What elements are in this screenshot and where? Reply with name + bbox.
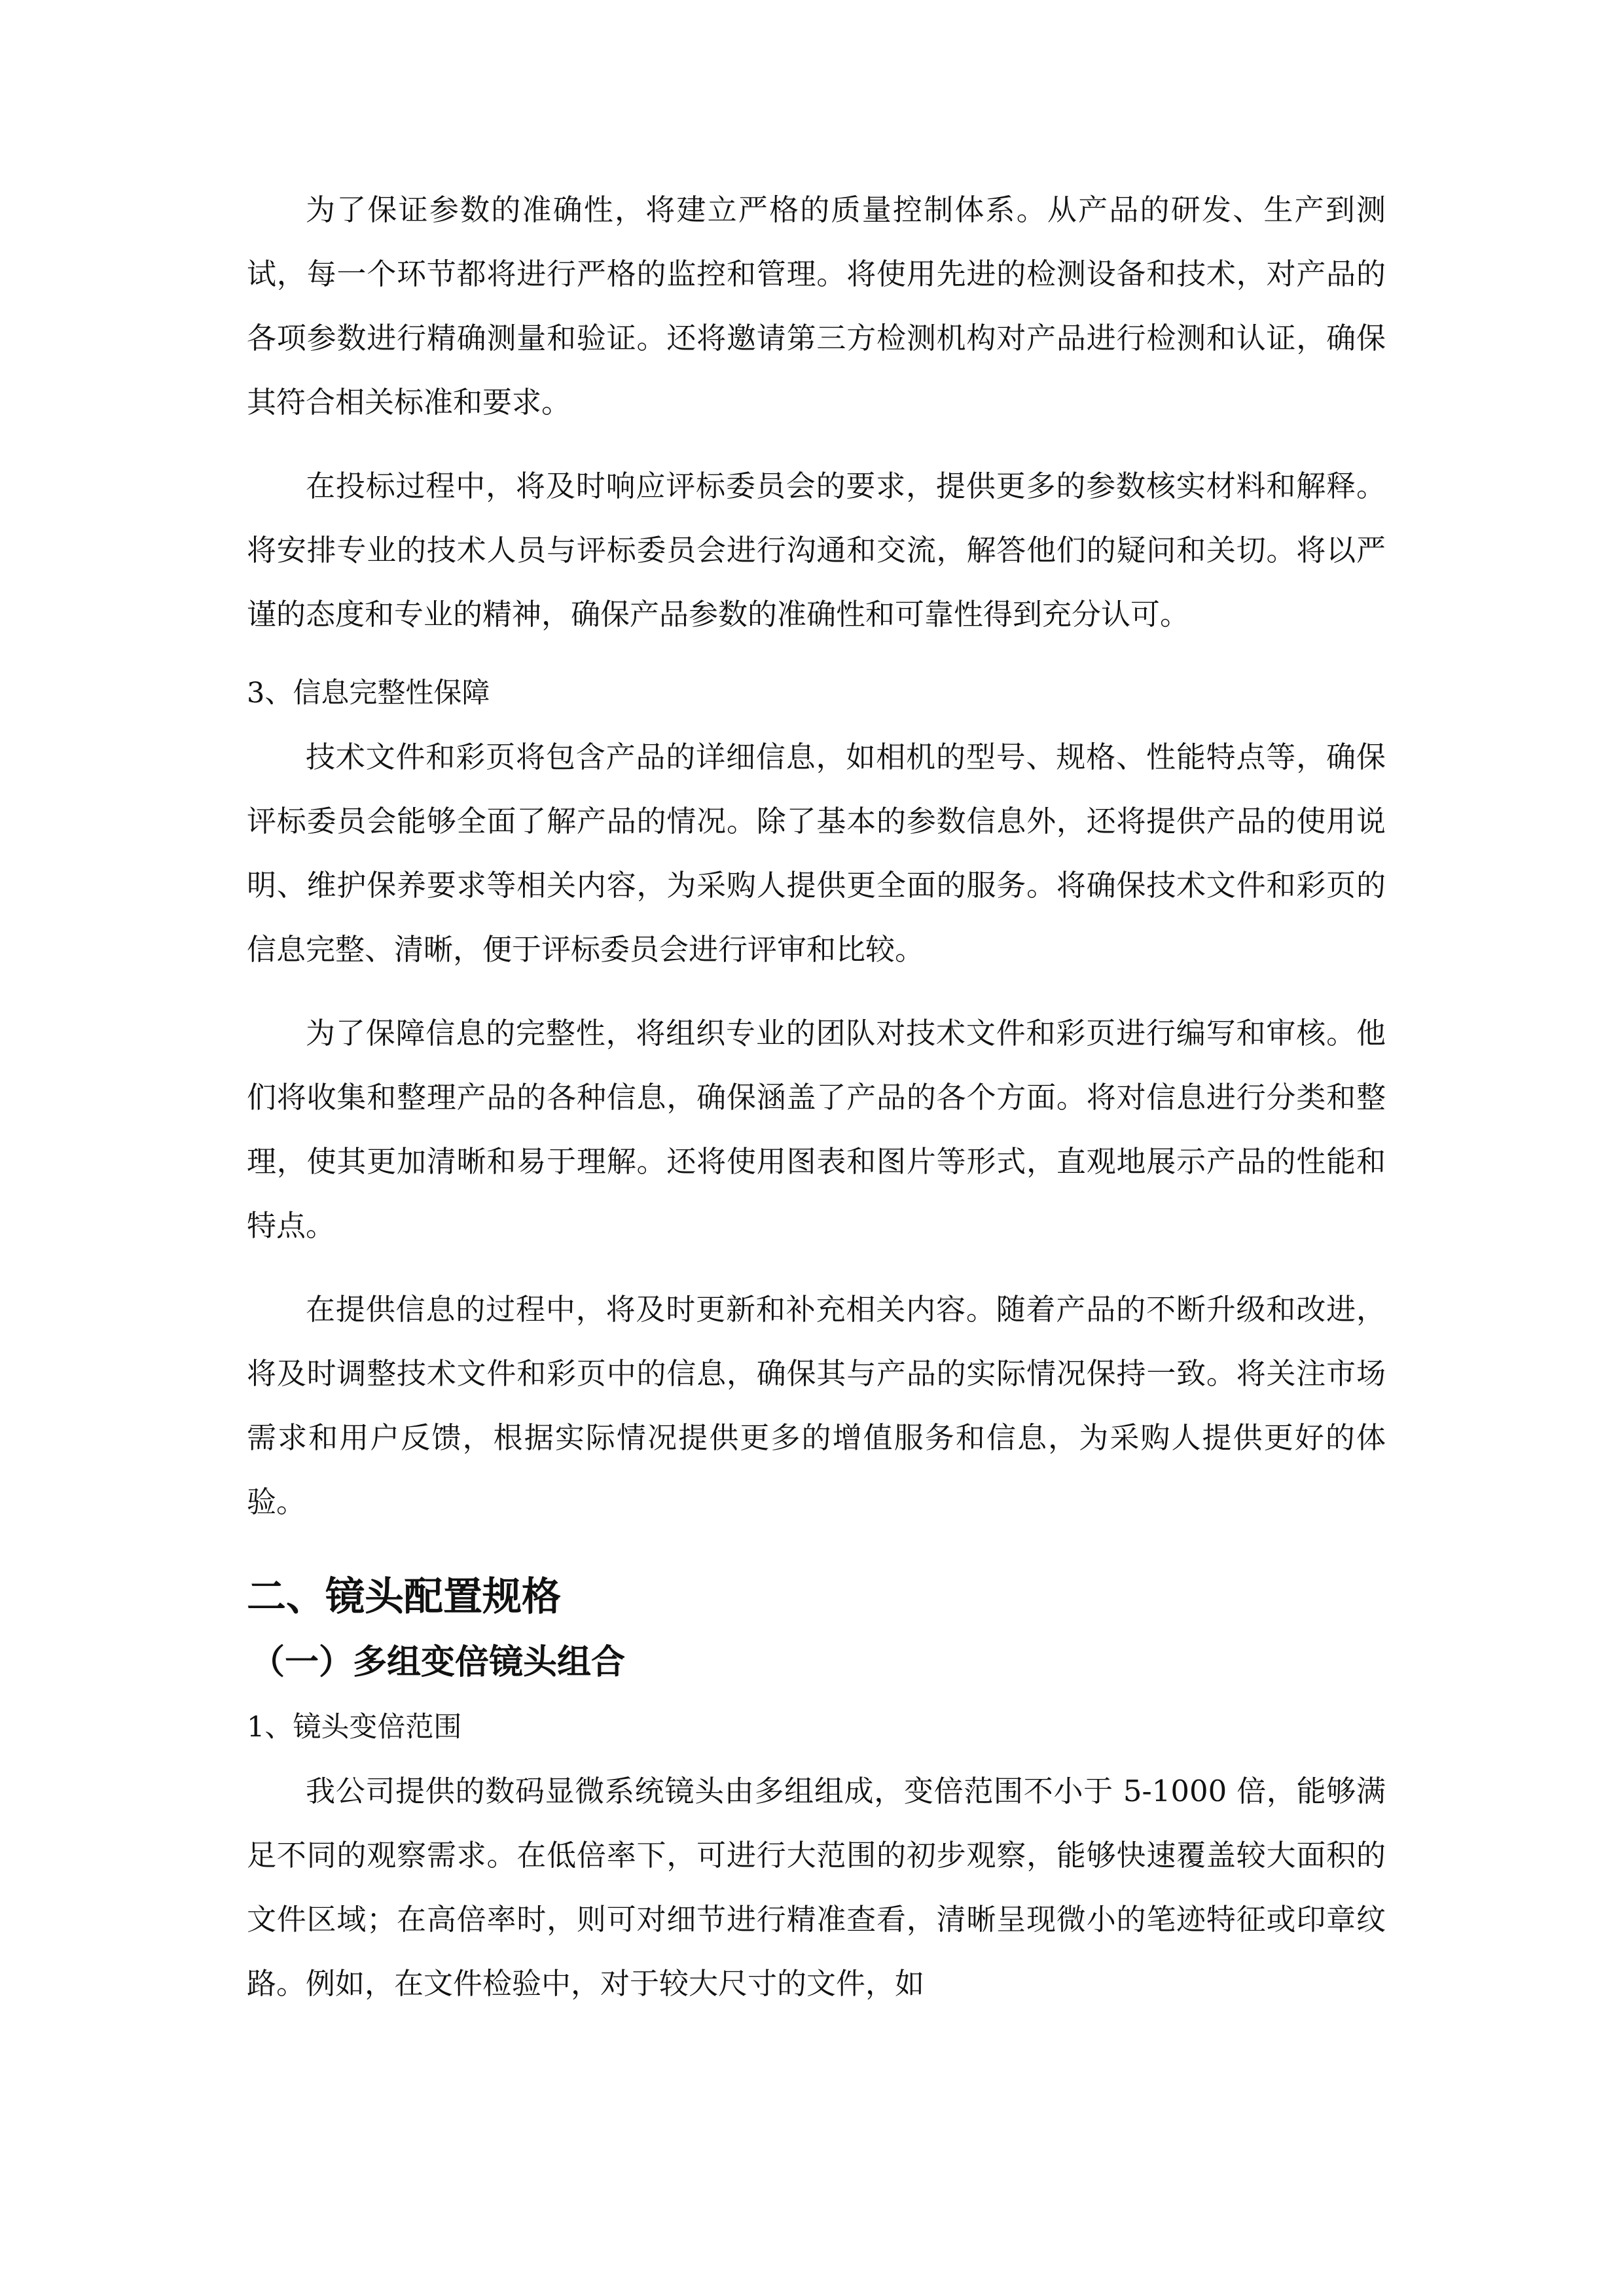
document-body xyxy=(247,178,1386,2016)
paragraph-zoom-range: 我公司提供的数码显微系统镜头由多组组成，变倍范围不小于 5-1000 倍，能够满足不同的观察需求。在低倍率下，可进行大范围的初步观察，能够快速覆盖较大面积的文件区域；在高倍率时，则可对细节进行精准查看，清晰呈现微小的笔迹特征或印章纹路。例如，在文件检验中，对于较大尺寸的文件，如 xyxy=(247,1774,1386,2001)
paragraph-bidding-response: 在投标过程中，将及时响应评标委员会的要求，提供更多的参数核实材料和解释。将安排专业的技术人员与评标委员会进行沟通和交流，解答他们的疑问和关切。将以严谨的态度和专业的精神，确保产品参数的准确性和可靠性得到充分认可。 xyxy=(247,469,1386,632)
paragraph-info-team: 为了保障信息的完整性，将组织专业的团队对技术文件和彩页进行编写和审核。他们将收集和整理产品的各种信息，确保涵盖了产品的各个方面。将对信息进行分类和整理，使其更加清晰和易于理解。还将使用图表和图片等形式，直观地展示产品的性能和特点。 xyxy=(247,1016,1386,1243)
paragraph-info-updates: 在提供信息的过程中，将及时更新和补充相关内容。随着产品的不断升级和改进，将及时调整技术文件和彩页中的信息，确保其与产品的实际情况保持一致。将关注市场需求和用户反馈，根据实际情况提供更多的增值服务和信息，为采购人提供更好的体验。 xyxy=(247,1292,1386,1519)
heading-lens-config: 二、镜头配置规格 xyxy=(247,1574,561,1620)
subheading-zoom-lens-group: （一）多组变倍镜头组合 xyxy=(251,1642,626,1682)
section-item-info-integrity: 3、信息完整性保障 xyxy=(247,677,490,709)
section-item-zoom-range: 1、镜头变倍范围 xyxy=(247,1711,462,1744)
paragraph-quality-control: 为了保证参数的准确性，将建立严格的质量控制体系。从产品的研发、生产到测试，每一个环节都将进行严格的监控和管理。将使用先进的检测设备和技术，对产品的各项参数进行精确测量和验证。还将邀请第三方检测机构对产品进行检测和认证，确保其符合相关标准和要求。 xyxy=(247,192,1386,420)
paragraph-technical-docs: 技术文件和彩页将包含产品的详细信息，如相机的型号、规格、性能特点等，确保评标委员会能够全面了解产品的情况。除了基本的参数信息外，还将提供产品的使用说明、维护保养要求等相关内容，为采购人提供更全面的服务。将确保技术文件和彩页的信息完整、清晰，便于评标委员会进行评审和比较。 xyxy=(247,740,1386,967)
